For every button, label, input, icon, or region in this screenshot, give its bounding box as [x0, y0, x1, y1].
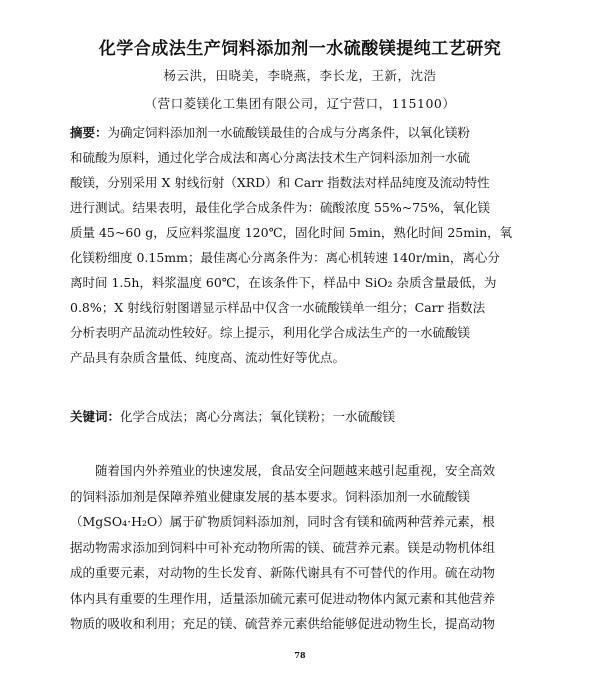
author-list: 杨云洪，田晓美，李晓燕，李长龙，王新，沈浩 — [163, 68, 437, 83]
body-line: 据动物需求添加到饲料中可补充动物所需的镁、硫营养元素。镁是动物机体组 — [70, 539, 496, 555]
body-line: 体内具有重要的生理作用，适量添加硫元素可促进动物体内氮元素和其他营养 — [70, 590, 496, 606]
abstract-line: 0.8%；X 射线衍射图谱显示样品中仅含一水硫酸镁单一组分；Carr 指数法 — [70, 300, 486, 315]
paper-title: 化学合成法生产饲料添加剂一水硫酸镁提纯工艺研究 — [98, 39, 502, 59]
abstract-label: 摘要： — [70, 125, 108, 140]
keywords-text: 化学合成法；离心分离法；氧化镁粉；一水硫酸镁 — [120, 409, 396, 424]
abstract-line — [70, 120, 552, 145]
keywords-label: 关键词： — [70, 409, 121, 424]
body-line: 物质的吸收和利用；充足的镁、硫营养元素供给能够促进动物生长，提高动物 — [70, 616, 496, 631]
abstract-line: 和硫酸为原料，通过化学合成法和离心分离法技术生产饲料添加剂一水硫 — [70, 150, 471, 165]
abstract — [70, 120, 552, 370]
abstract-line: 分析表明产品流动性较好。综上提示，利用化学合成法生产的一水硫酸镁 — [70, 325, 471, 340]
abstract-line: 产品具有杂质含量低、纯度高、流动性好等优点。 — [70, 350, 346, 365]
abstract-line: 质量 45~60 g，反应料浆温度 120℃，固化时间 5min，熟化时间 25min，氧 — [70, 225, 513, 240]
abstract-line: 离时间 1.5h，料浆温度 60℃，在该条件下，样品中 SiO₂ 杂质含量最低，为 — [70, 275, 497, 290]
abstract-line: 酸镁，分别采用 X 射线衍射（XRD）和 Carr 指数法对样品纯度及流动特性 — [70, 175, 490, 190]
body-line: 成的重要元素，对动物的生长发育、新陈代谢具有不可替代的作用。硫在动物 — [70, 565, 496, 580]
page-number: 78 — [294, 650, 306, 660]
body-line: 的饲料添加剂是保障养殖业健康发展的基本要求。饲料添加剂一水硫酸镁 — [70, 488, 471, 504]
affiliation: （营口菱镁化工集团有限公司，辽宁营口，115100） — [144, 96, 456, 111]
abstract-line: 化镁粉细度 0.15mm；最佳离心分离条件为：离心机转速 140r/min，离心分 — [70, 250, 500, 265]
body-line: 随着国内外养殖业的快速发展，食品安全问题越来越引起重视，安全高效 — [70, 463, 496, 478]
body-line: （MgSO₄·H₂O）属于矿物质饲料添加剂，同时含有镁和硫两种营养元素，根 — [70, 514, 495, 529]
abstract-text: 为确定饲料添加剂一水硫酸镁最佳的合成与分离条件，以氧化镁粉 — [107, 125, 471, 140]
body-paragraph — [70, 458, 552, 637]
abstract-line: 进行测试。结果表明，最佳化学合成条件为：硫酸浓度 55%~75%，氧化镁 — [70, 200, 491, 215]
keywords — [70, 404, 552, 429]
